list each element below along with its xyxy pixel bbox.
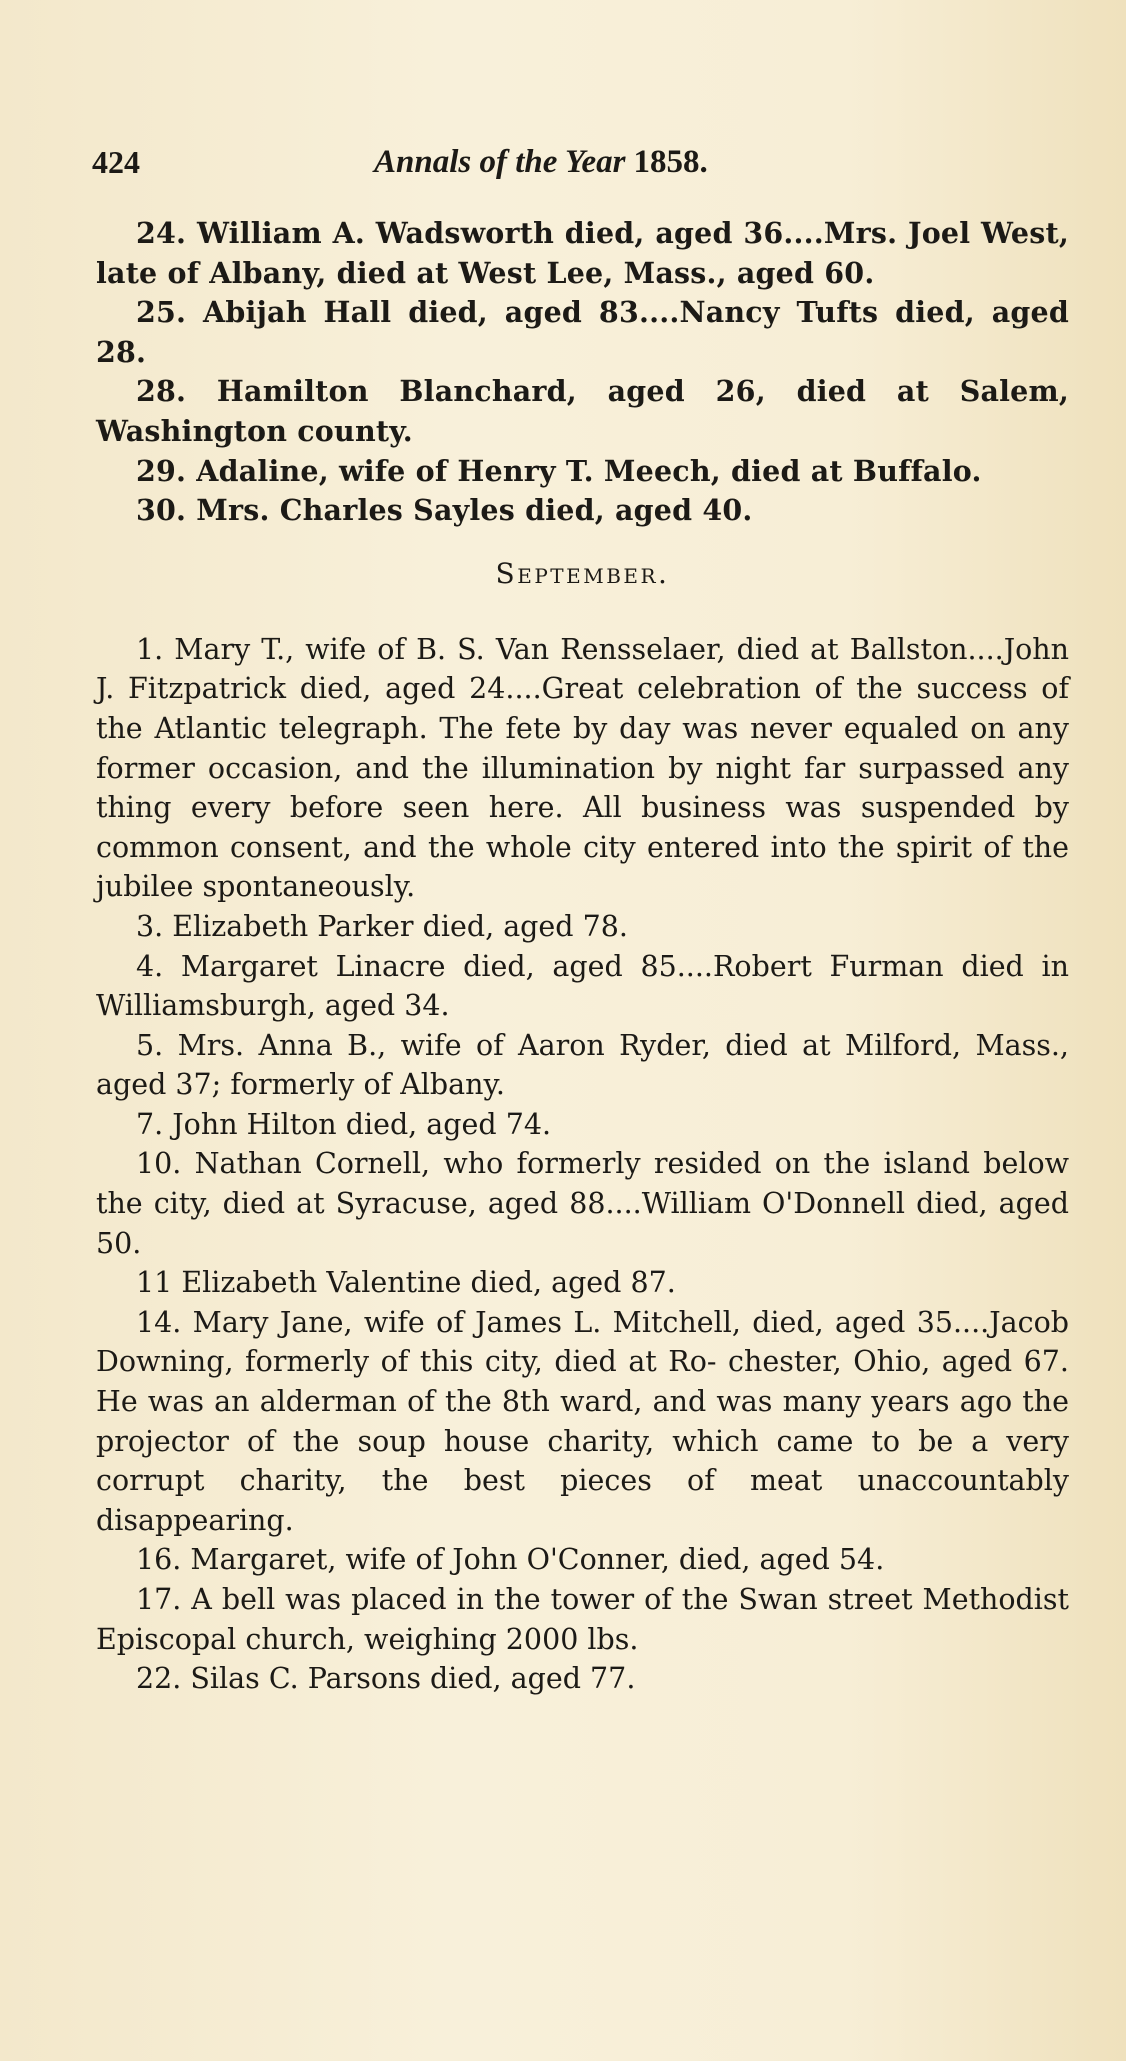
entry-sep-4: 4. Margaret Linacre died, aged 85....Robert Furman died in Williamsburgh, aged 34. bbox=[96, 949, 1069, 1023]
entry-sep-5: 5. Mrs. Anna B., wife of Aaron Ryder, died at Milford, Mass., aged 37; formerly of Albany. bbox=[96, 1028, 1069, 1102]
page-number: 424 bbox=[92, 144, 140, 180]
running-title-italic: Annals of the Year bbox=[374, 144, 626, 180]
running-title-year: 1858. bbox=[633, 144, 708, 180]
entry-sep-14: 14. Mary Jane, wife of James L. Mitchell, died, aged 35....Jacob Downing, formerly of this city, died at Ro- chester, Ohio, aged 67. He was an alderman of the 8th ward, and was many years ago the projector of the soup house charity, which came to be a very corrupt charity, the best pieces of meat unaccountably disappearing. bbox=[96, 1305, 1069, 1537]
entry-sep-3: 3. Elizabeth Parker died, aged 78. bbox=[136, 909, 628, 943]
entry-aug-24: 24. William A. Wadsworth died, aged 36....Mrs. Joel West, late of Albany, died at West Lee, Mass., aged 60. bbox=[96, 216, 1069, 290]
entry-aug-29: 29. Adaline, wife of Henry T. Meech, died at Buffalo. bbox=[136, 453, 982, 488]
entry-sep-1: 1. Mary T., wife of B. S. Van Rensselaer, died at Ballston....John J. Fitzpatrick died, aged 24....Great celebration of the success of the Atlantic telegraph. The fete by day was never equaled on any former occasion, and the illumination by night far surpassed any thing every before seen here. All business was suspended by common consent, and the whole city entered into the spirit of the jubilee spontaneously. bbox=[96, 632, 1069, 904]
entry-aug-28: 28. Hamilton Blanchard, aged 26, died at Salem, Washington county. bbox=[96, 374, 1069, 448]
entry-sep-11: 11 Elizabeth Valentine died, aged 87. bbox=[136, 1266, 676, 1300]
entry-aug-25: 25. Abijah Hall died, aged 83....Nancy Tufts died, aged 28. bbox=[96, 295, 1069, 369]
body-text bbox=[96, 214, 1069, 1699]
entry-sep-10: 10. Nathan Cornell, who formerly resided on the island below the city, died at Syracuse, aged 88....William O'Donnell died, aged 50. bbox=[96, 1147, 1069, 1260]
entry-sep-17: 17. A bell was placed in the tower of the Swan street Methodist Episcopal church, weighing 2000 lbs. bbox=[96, 1583, 1069, 1656]
running-head bbox=[92, 137, 804, 187]
running-title bbox=[374, 137, 708, 187]
entry-sep-16: 16. Margaret, wife of John O'Conner, died, aged 54. bbox=[136, 1543, 885, 1577]
entry-sep-22: 22. Silas C. Parsons died, aged 77. bbox=[136, 1662, 636, 1696]
entry-aug-30: 30. Mrs. Charles Sayles died, aged 40. bbox=[136, 493, 753, 528]
entry-sep-7: 7. John Hilton died, aged 74. bbox=[136, 1107, 552, 1141]
section-heading-september: September. bbox=[495, 556, 670, 590]
